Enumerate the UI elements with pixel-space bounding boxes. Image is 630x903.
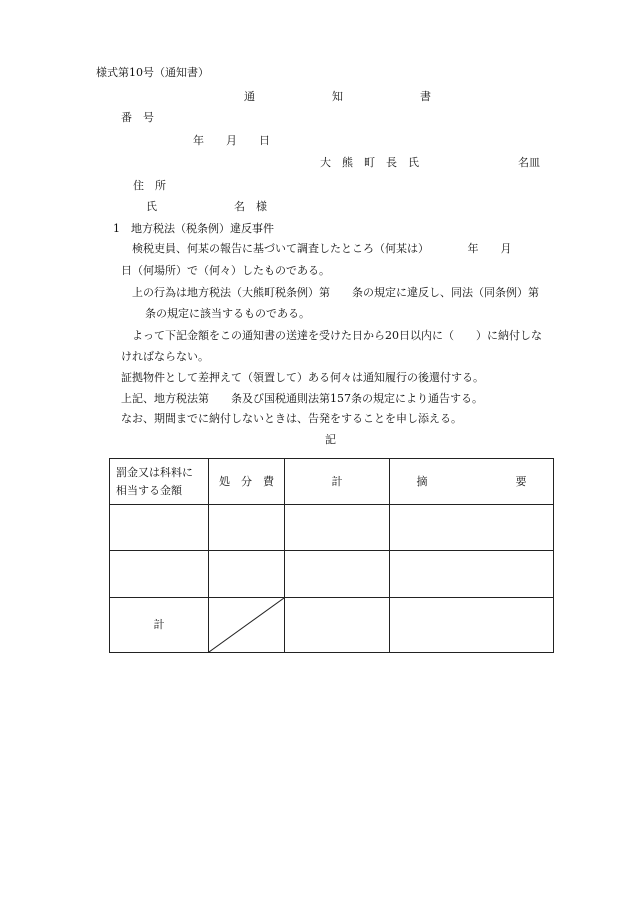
cell-fine-amount [110,551,209,598]
table-row [110,551,554,598]
cell-summary [390,598,554,653]
paragraph-6: なお、期間までに納付しないときは、告発をすることを申し添える。 [121,412,462,425]
cell-disposal-cost [209,551,285,598]
table-header-row [110,459,554,505]
diagonal-strike [209,598,284,652]
cell-total [285,505,390,551]
form-number: 様式第10号（通知書） [96,66,209,79]
cell-total [285,551,390,598]
address-label: 住 所 [133,179,166,192]
paragraph-3-line-1: よって下記金額をこの通知書の送達を受けた日から20日以内に（ ）に納付しな [132,329,542,342]
header-summary: 摘 要 [390,459,554,505]
header-disposal-cost: 処 分 費 [209,459,285,505]
section-heading: 1 地方税法（税条例）違反事件 [113,222,274,235]
total-row-label: 計 [110,598,209,653]
paragraph-5: 上記、地方税法第 条及び国税通則法第157条の規定により通告する。 [121,392,483,405]
header-fine-line-1: 罰金又は科料に [116,465,193,479]
number-label: 番 号 [121,111,154,124]
cell-total [285,598,390,653]
cell-summary [390,505,554,551]
paragraph-1-line-2: 日（何場所）で（何々）したものである。 [121,264,330,277]
amount-table [109,458,554,653]
cell-disposal-cost [209,505,285,551]
header-fine-amount [110,459,209,505]
cell-fine-amount [110,505,209,551]
issuer-name: 大 熊 町 長 氏 [320,156,419,169]
ki-heading: 記 [325,433,336,446]
table-row [110,505,554,551]
cell-disposal-cost-crossed [209,598,285,653]
paragraph-1-line-1: 検税吏員、何某の報告に基づいて調査したところ（何某は） 年 月 [132,242,512,255]
table-total-row [110,598,554,653]
cell-summary [390,551,554,598]
recipient-name-label: 氏 名 様 [146,200,267,213]
paragraph-3-line-2: ければならない。 [121,350,209,363]
document-title: 通 知 書 [244,90,431,103]
header-total: 計 [285,459,390,505]
date-line: 年 月 日 [193,134,270,147]
paragraph-2-line-1: 上の行為は地方税法（大熊町税条例）第 条の規定に違反し、同法（同条例）第 [132,286,539,299]
paragraph-2-line-2: 条の規定に該当するものである。 [145,307,310,320]
header-fine-line-2: 相当する金額 [116,483,182,497]
paragraph-4: 証拠物件として差押えて（領置して）ある何々は通知履行の後還付する。 [121,371,484,384]
seal-mark: 名皿 [518,156,540,169]
